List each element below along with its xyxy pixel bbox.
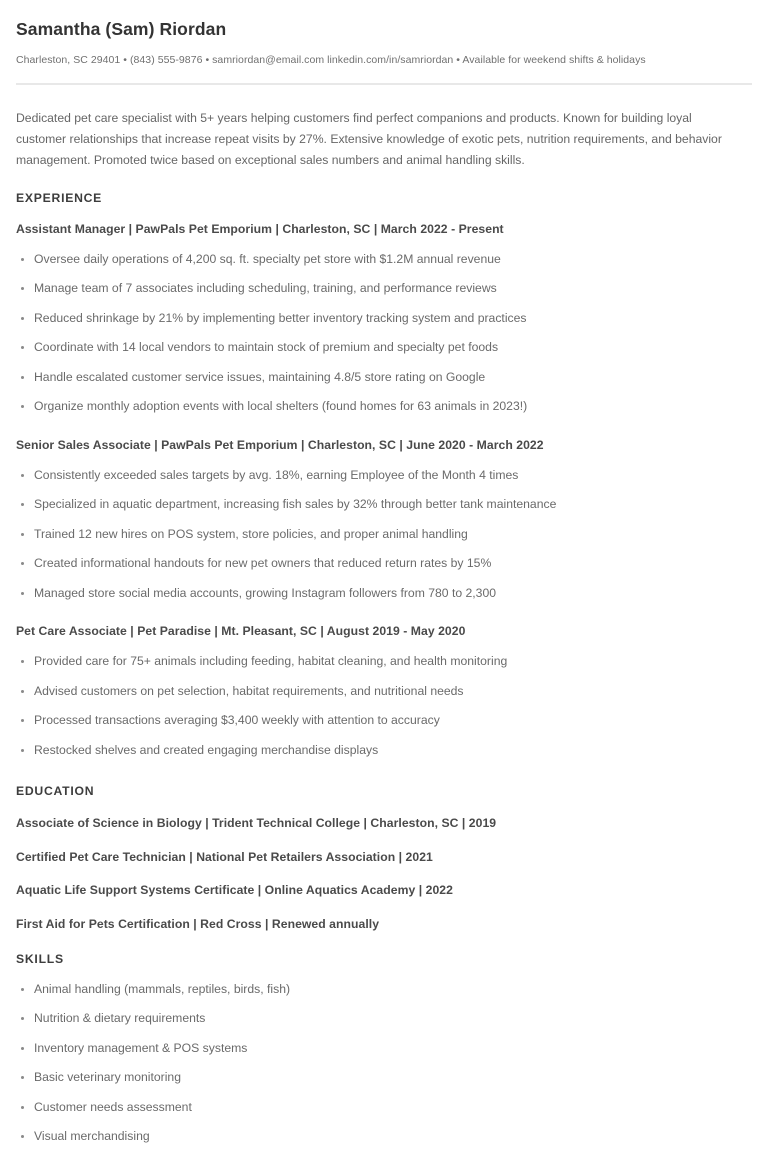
page-title: Samantha (Sam) Riordan — [16, 19, 227, 39]
section-experience — [16, 171, 752, 764]
list-item: First Aid for Pets Certification | Red Cross | Renewed annually — [16, 916, 380, 931]
list-item: Specialized in aquatic department, increasing fish sales by 32% through better tank maintenance — [16, 489, 752, 518]
experience-bullet-list — [16, 640, 752, 764]
list-item: Managed store social media accounts, growing Instagram followers from 780 to 2,300 — [16, 578, 752, 607]
list-item: Organize monthly adoption events with local shelters (found homes for 63 animals in 2023!) — [16, 391, 752, 420]
education-list — [16, 798, 752, 932]
list-item: Inventory management & POS systems — [16, 1033, 752, 1062]
section-title-skills: SKILLS — [16, 952, 64, 967]
list-item: Nutrition & dietary requirements — [16, 1003, 752, 1032]
professional-summary: Dedicated pet care specialist with 5+ years helping customers find perfect companions and products. Known for building loyal customer relationships that increase repeat visits by 27%. Extensive knowledge of exotic pets, nutrition requirements, and behavior management. Promoted twice based on exceptional sales numbers and animal handling skills. — [16, 110, 722, 167]
list-item: Visual merchandising — [16, 1121, 752, 1150]
list-item: Processed transactions averaging $3,400 weekly with attention to accuracy — [16, 705, 752, 734]
list-item: Reduced shrinkage by 21% by implementing better inventory tracking system and practices — [16, 303, 752, 332]
experience-entry — [16, 205, 752, 421]
list-item: Trained 12 new hires on POS system, store policies, and proper animal handling — [16, 519, 752, 548]
experience-entry-heading: Assistant Manager | PawPals Pet Emporium | Charleston, SC | March 2022 - Present — [16, 221, 504, 236]
list-item: Basic veterinary monitoring — [16, 1062, 752, 1091]
list-item: Associate of Science in Biology | Trident Technical College | Charleston, SC | 2019 — [16, 816, 497, 831]
experience-entry — [16, 421, 752, 607]
section-title-education: EDUCATION — [16, 784, 95, 799]
list-item: Handle escalated customer service issues, maintaining 4.8/5 store rating on Google — [16, 362, 752, 391]
experience-bullet-list — [16, 454, 752, 607]
list-item: Created informational handouts for new pet owners that reduced return rates by 15% — [16, 548, 752, 577]
list-item: Consistently exceeded sales targets by avg. 18%, earning Employee of the Month 4 times — [16, 460, 752, 489]
contact-line: Charleston, SC 29401 • (843) 555-9876 • samriordan@email.com linkedin.com/in/samriordan • Available for weekend shifts & holidays — [16, 53, 646, 66]
section-education — [16, 764, 752, 932]
list-item: Advised customers on pet selection, habitat requirements, and nutritional needs — [16, 676, 752, 705]
section-skills — [16, 932, 752, 1151]
experience-bullet-list — [16, 238, 752, 421]
list-item: Aquatic Life Support Systems Certificate | Online Aquatics Academy | 2022 — [16, 883, 453, 898]
list-item: Certified Pet Care Technician | National Pet Retailers Association | 2021 — [16, 849, 433, 864]
list-item: Restocked shelves and created engaging merchandise displays — [16, 735, 752, 764]
list-item: Manage team of 7 associates including scheduling, training, and performance reviews — [16, 273, 752, 302]
list-item: Animal handling (mammals, reptiles, birds, fish) — [16, 974, 752, 1003]
section-title-experience: EXPERIENCE — [16, 190, 103, 205]
experience-entry — [16, 607, 752, 764]
list-item: Customer needs assessment — [16, 1092, 752, 1121]
experience-entry-heading: Pet Care Associate | Pet Paradise | Mt. Pleasant, SC | August 2019 - May 2020 — [16, 624, 466, 639]
list-item: Coordinate with 14 local vendors to maintain stock of premium and specialty pet foods — [16, 332, 752, 361]
list-item: Oversee daily operations of 4,200 sq. ft. specialty pet store with $1.2M annual revenue — [16, 244, 752, 273]
experience-entry-heading: Senior Sales Associate | PawPals Pet Emporium | Charleston, SC | June 2020 - March 2022 — [16, 437, 544, 452]
header-divider — [16, 83, 752, 85]
list-item: Provided care for 75+ animals including feeding, habitat cleaning, and health monitoring — [16, 646, 752, 675]
